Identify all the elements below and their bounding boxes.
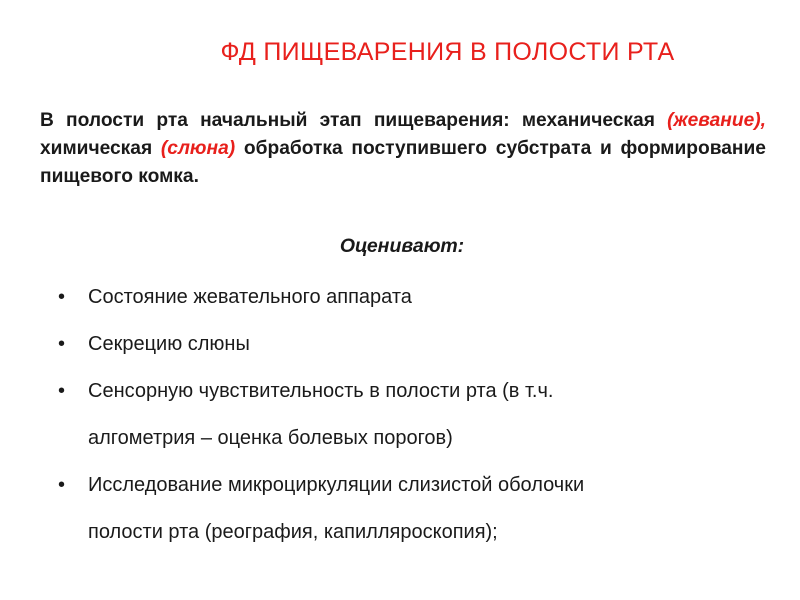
intro-text-part-1: В полости рта начальный этап пищеварения: механическая — [40, 110, 668, 131]
intro-text-part-2: химическая — [40, 138, 161, 159]
list-item-text: Секрецию слюны — [88, 333, 250, 355]
intro-accent-saliva: (слюна) — [160, 138, 236, 159]
list-item-text-continued: полости рта (реография, капилляроскопия); — [88, 521, 498, 543]
list-item — [58, 330, 778, 359]
list-item-text: Состояние жевательного аппарата — [88, 286, 412, 308]
list-item-text: Исследование микроциркуляции слизистой оболочки — [88, 474, 585, 496]
bullet-icon: • — [58, 333, 66, 355]
list-item — [58, 471, 778, 547]
list-item — [58, 377, 778, 453]
bullet-icon: • — [58, 474, 66, 496]
slide-title: ФД ПИЩЕВАРЕНИЯ В ПОЛОСТИ РТА — [220, 38, 675, 66]
intro-accent-chewing: (жевание), — [667, 110, 766, 131]
intro-paragraph — [40, 107, 766, 191]
intro-text-part-3: обработка поступившего субстрата и формирование пищевого комка. — [40, 138, 766, 187]
bullet-icon: • — [58, 380, 66, 402]
list-item-text: Сенсорную чувствительность в полости рта (в т.ч. — [88, 380, 554, 402]
list-item — [58, 283, 778, 312]
assessment-heading: Оценивают: — [339, 235, 465, 257]
list-item-text-continued: алгометрия – оценка болевых порогов) — [88, 427, 453, 449]
assessment-list — [58, 283, 778, 565]
bullet-icon: • — [58, 286, 66, 308]
